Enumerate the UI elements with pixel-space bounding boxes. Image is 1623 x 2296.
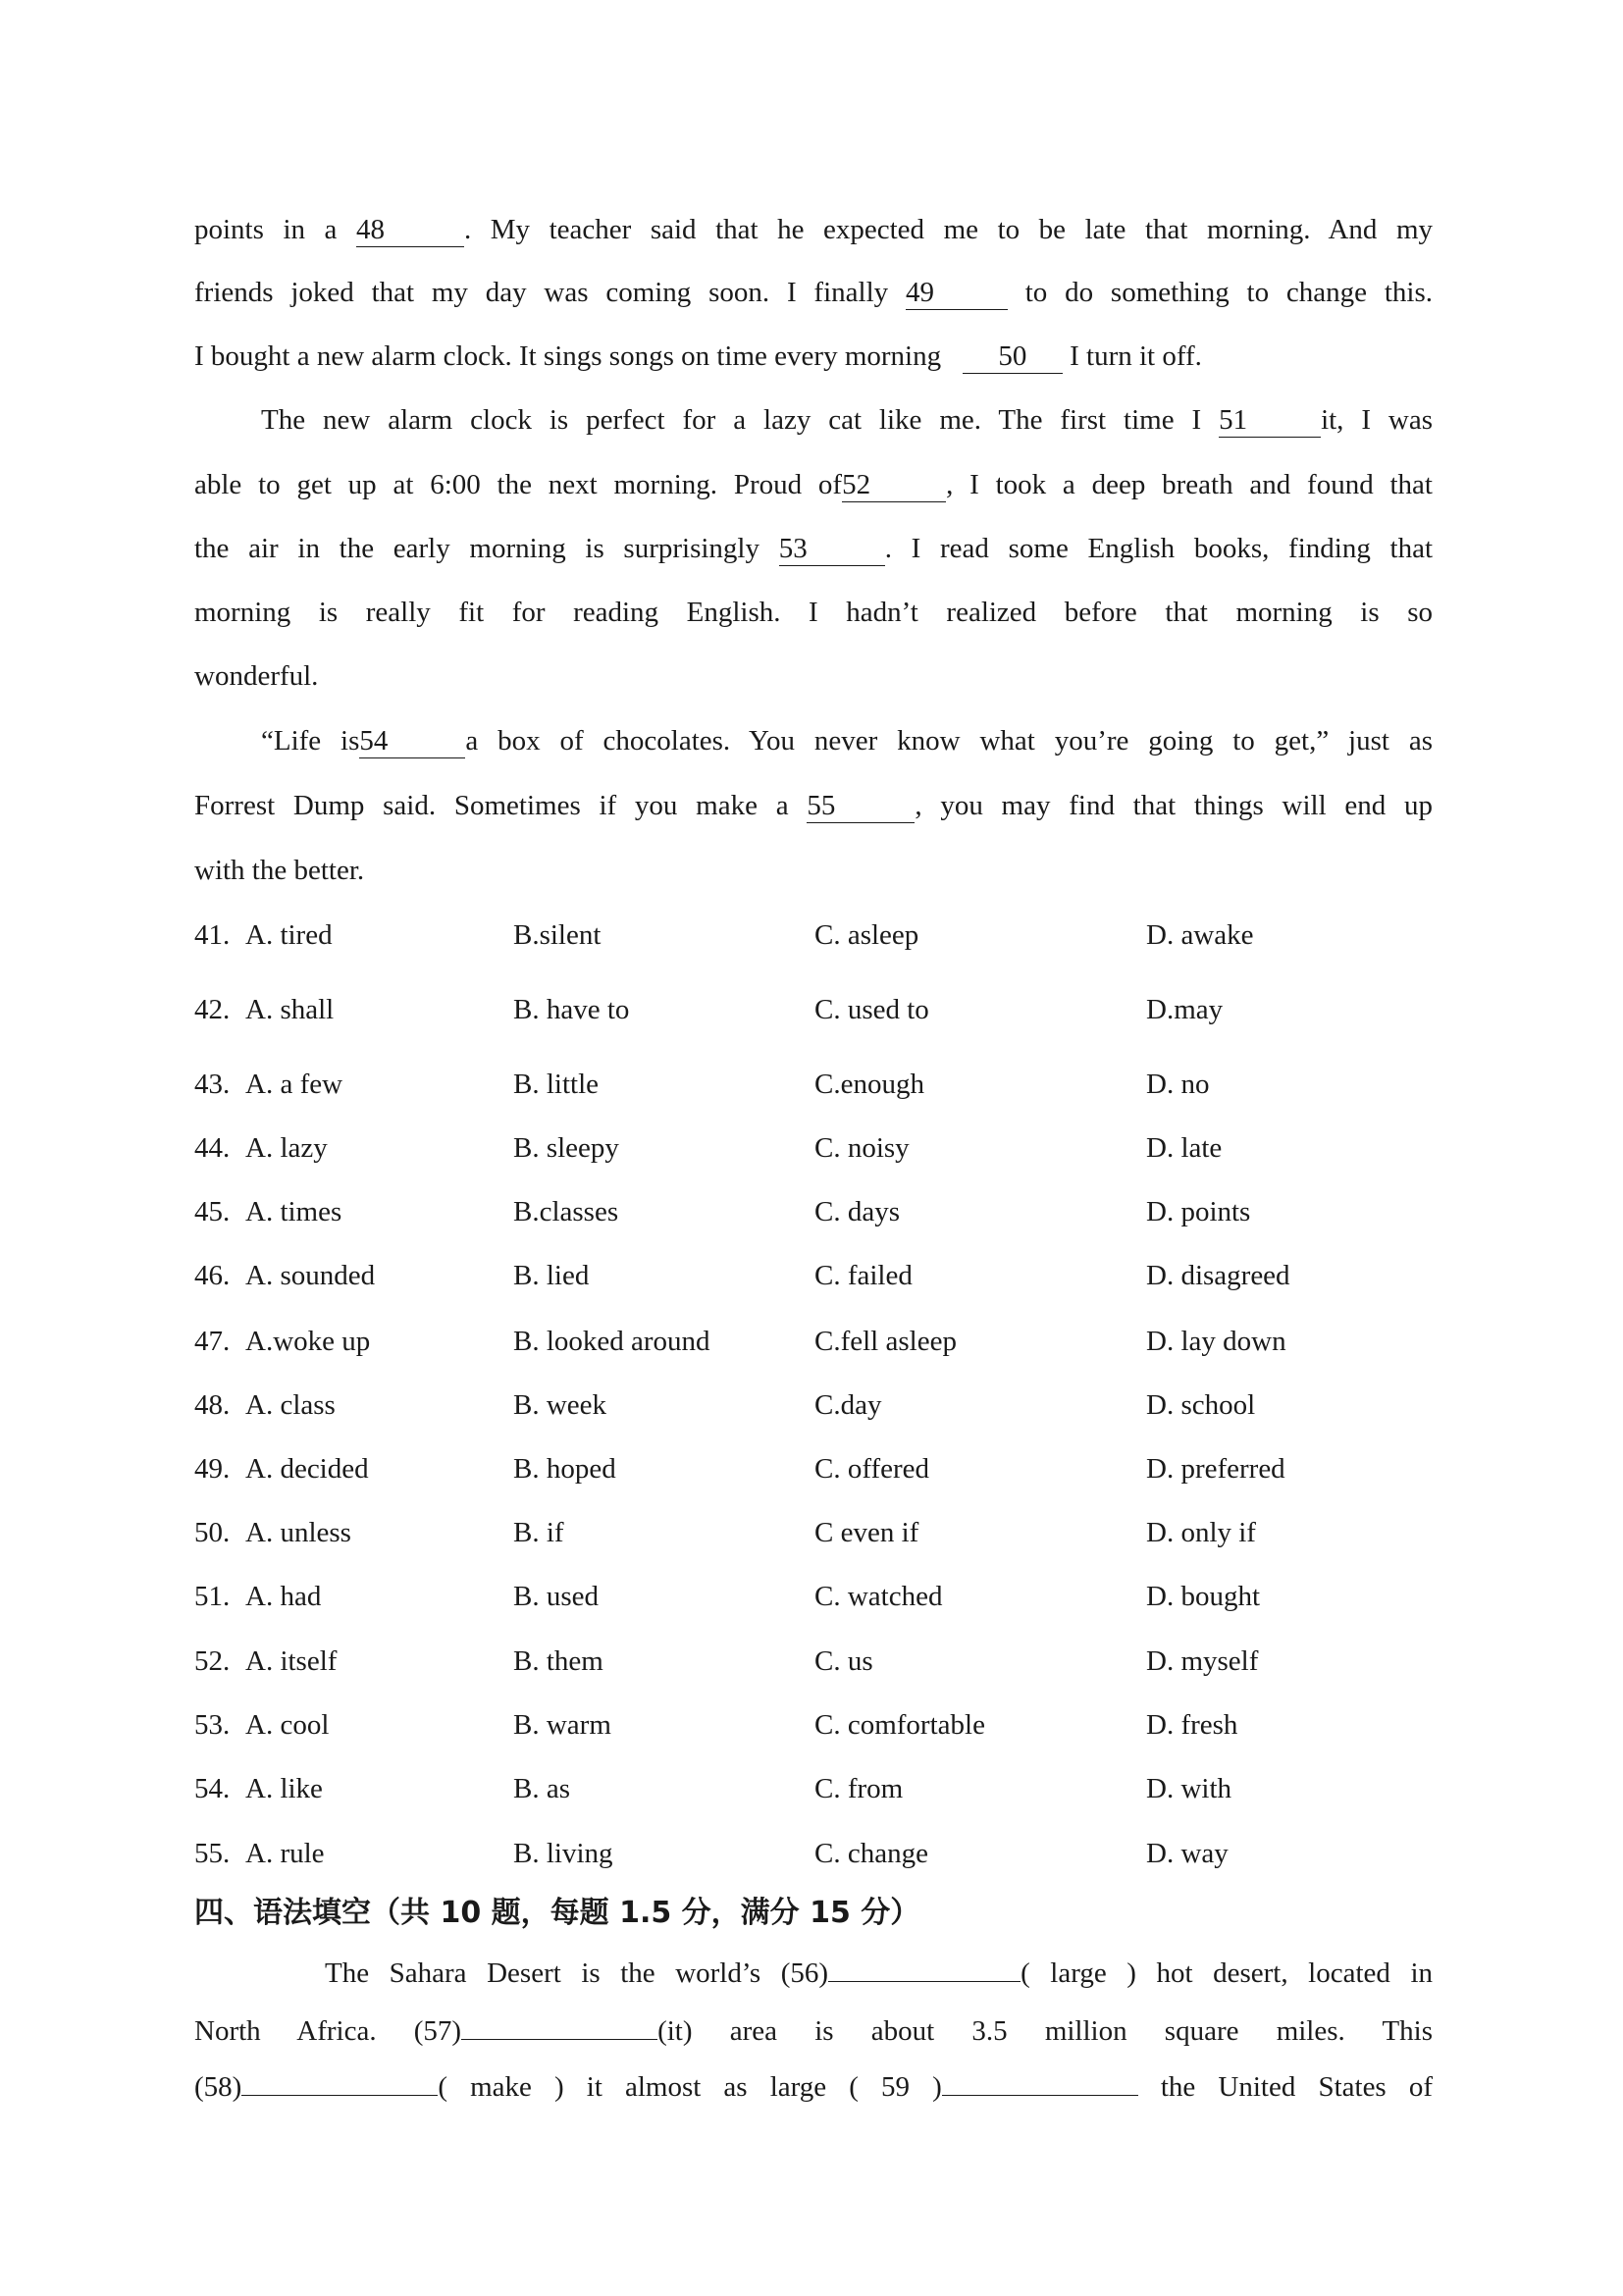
grammar-text: ( large ) hot desert, located in: [1021, 1957, 1433, 1989]
cloze-blank-48: 48: [356, 213, 464, 247]
option-c[interactable]: C. comfortable: [814, 1709, 985, 1741]
option-d[interactable]: D. lay down: [1146, 1326, 1286, 1357]
option-a[interactable]: A. had: [245, 1581, 322, 1612]
question-number: 50.: [194, 1517, 231, 1548]
question-row: [194, 1385, 1433, 1425]
passage-text: it, I was: [1321, 404, 1434, 436]
option-b[interactable]: B. hoped: [513, 1453, 616, 1485]
passage-text: . I read some English books, finding that: [884, 533, 1433, 564]
passage-text: I turn it off.: [1070, 340, 1202, 372]
option-b[interactable]: B. if: [513, 1517, 564, 1548]
passage-text: , you may find that things will end up: [915, 790, 1434, 821]
grammar-text: the United States of: [1160, 2071, 1433, 2103]
question-number: 45.: [194, 1196, 231, 1227]
option-b[interactable]: B. sleepy: [513, 1132, 619, 1164]
option-b[interactable]: B. as: [513, 1773, 570, 1804]
fill-blank-59[interactable]: [942, 2065, 1138, 2096]
question-row: [194, 1513, 1433, 1552]
option-c[interactable]: C. failed: [814, 1260, 913, 1291]
question-number: 43.: [194, 1069, 231, 1100]
passage-text: , I took a deep breath and found that: [946, 469, 1433, 500]
option-c[interactable]: C. noisy: [814, 1132, 910, 1164]
grammar-line: [194, 2009, 1433, 2051]
passage-line: [194, 210, 1433, 249]
option-d[interactable]: D. only if: [1146, 1517, 1256, 1548]
passage-text: the air in the early morning is surprisingly: [194, 533, 759, 564]
option-c[interactable]: C. days: [814, 1196, 900, 1227]
passage-line: [194, 337, 1433, 376]
grammar-text: The Sahara Desert is the world’s (56): [325, 1957, 829, 1989]
option-c[interactable]: C. asleep: [814, 919, 919, 951]
option-d[interactable]: D. late: [1146, 1132, 1223, 1164]
passage-text: points in a: [194, 214, 338, 245]
section-heading: 四、语法填空（共 10 题，每题 1.5 分，满分 15 分）: [194, 1896, 920, 1930]
option-b[interactable]: B. week: [513, 1389, 607, 1421]
question-number: 46.: [194, 1260, 231, 1291]
option-b[interactable]: B. warm: [513, 1709, 611, 1741]
question-number: 52.: [194, 1645, 231, 1677]
question-number: 41.: [194, 919, 231, 951]
cloze-blank-55: 55: [807, 789, 915, 823]
option-d[interactable]: D. awake: [1146, 919, 1254, 951]
option-c[interactable]: C. watched: [814, 1581, 943, 1612]
option-a[interactable]: A.woke up: [245, 1326, 371, 1357]
option-b[interactable]: B.classes: [513, 1196, 619, 1227]
option-b[interactable]: B. looked around: [513, 1326, 710, 1357]
option-b[interactable]: B. them: [513, 1645, 603, 1677]
option-d[interactable]: D. myself: [1146, 1645, 1259, 1677]
passage-text: Forrest Dump said. Sometimes if you make a: [194, 790, 789, 821]
passage-text: The new alarm clock is perfect for a lazy cat like me. The first time I: [261, 404, 1202, 436]
cloze-blank-49: 49: [906, 276, 1008, 310]
question-row: [194, 1322, 1433, 1361]
question-number: 49.: [194, 1453, 231, 1485]
grammar-text: (it) area is about 3.5 million square miles. This: [657, 2015, 1433, 2047]
question-row: [194, 1128, 1433, 1168]
passage-line: [261, 400, 1433, 440]
option-c[interactable]: C.fell asleep: [814, 1326, 957, 1357]
option-b[interactable]: B. have to: [513, 994, 630, 1025]
cloze-blank-50: 50: [963, 339, 1063, 374]
option-d[interactable]: D. with: [1146, 1773, 1231, 1804]
grammar-line: [325, 1952, 1433, 1993]
passage-text: I bought a new alarm clock. It sings songs on time every morning: [194, 340, 942, 372]
option-b[interactable]: B. living: [513, 1838, 613, 1869]
cloze-blank-51: 51: [1219, 403, 1321, 438]
fill-blank-58[interactable]: [241, 2065, 438, 2096]
passage-line: [194, 786, 1433, 825]
option-d[interactable]: D. bought: [1146, 1581, 1260, 1612]
option-a[interactable]: A. a few: [245, 1069, 343, 1100]
option-c[interactable]: C. change: [814, 1838, 928, 1869]
question-number: 51.: [194, 1581, 231, 1612]
option-a[interactable]: A. cool: [245, 1709, 330, 1741]
option-c[interactable]: C. used to: [814, 994, 929, 1025]
option-d[interactable]: D. fresh: [1146, 1709, 1238, 1741]
option-b[interactable]: B. lied: [513, 1260, 590, 1291]
question-row: [194, 1256, 1433, 1295]
option-d[interactable]: D. no: [1146, 1069, 1210, 1100]
option-c[interactable]: C. offered: [814, 1453, 930, 1485]
option-a[interactable]: A. class: [245, 1389, 336, 1421]
question-row: [194, 1449, 1433, 1488]
grammar-text: (58): [194, 2071, 242, 2103]
option-b[interactable]: B. used: [513, 1581, 599, 1612]
option-b[interactable]: B.silent: [513, 919, 602, 951]
question-number: 44.: [194, 1132, 231, 1164]
option-a[interactable]: A. itself: [245, 1645, 338, 1677]
option-a[interactable]: A. times: [245, 1196, 342, 1227]
question-row: [194, 1834, 1433, 1873]
passage-line: [194, 529, 1433, 568]
passage-line: with the better.: [194, 855, 365, 886]
option-d[interactable]: D. school: [1146, 1389, 1256, 1421]
option-a[interactable]: A. unless: [245, 1517, 351, 1548]
option-d[interactable]: D. points: [1146, 1196, 1251, 1227]
passage-text: a box of chocolates. You never know what you’re going to get,” just as: [465, 725, 1433, 757]
option-d[interactable]: D. way: [1146, 1838, 1229, 1869]
option-d[interactable]: D.may: [1146, 994, 1224, 1025]
fill-blank-57[interactable]: [461, 2009, 657, 2040]
option-a[interactable]: A. tired: [245, 919, 333, 951]
passage-line: morning is really fit for reading English. I hadn’t realized before that morning is so: [194, 597, 1433, 628]
question-row: [194, 1065, 1433, 1104]
cloze-blank-54: 54: [359, 724, 465, 758]
passage-text: able to get up at 6:00 the next morning. Proud of: [194, 469, 843, 500]
option-d[interactable]: D. preferred: [1146, 1453, 1285, 1485]
option-a[interactable]: A. sounded: [245, 1260, 376, 1291]
question-number: 53.: [194, 1709, 231, 1741]
question-number: 47.: [194, 1326, 231, 1357]
question-row: [194, 990, 1433, 1029]
option-a[interactable]: A. lazy: [245, 1132, 328, 1164]
question-number: 42.: [194, 994, 231, 1025]
question-row: [194, 1769, 1433, 1808]
grammar-text: ( make ) it almost as large ( 59 ): [438, 2071, 942, 2103]
option-c[interactable]: C.day: [814, 1389, 882, 1421]
passage-line: [194, 273, 1433, 312]
question-row: [194, 915, 1433, 955]
option-a[interactable]: A. shall: [245, 994, 335, 1025]
option-c[interactable]: C.enough: [814, 1069, 924, 1100]
question-row: [194, 1577, 1433, 1616]
passage-line: wonderful.: [194, 660, 319, 692]
option-a[interactable]: A. like: [245, 1773, 323, 1804]
option-c[interactable]: C. from: [814, 1773, 904, 1804]
grammar-line: [194, 2065, 1433, 2107]
passage-line: [194, 465, 1433, 504]
passage-text: “Life is: [261, 725, 360, 757]
question-number: 48.: [194, 1389, 231, 1421]
passage-text: to do something to change this.: [1024, 277, 1433, 308]
question-number: 54.: [194, 1773, 231, 1804]
question-row: [194, 1642, 1433, 1681]
cloze-blank-53: 53: [779, 532, 885, 566]
grammar-text: North Africa. (57): [194, 2015, 462, 2047]
cloze-blank-52: 52: [842, 468, 946, 502]
question-number: 55.: [194, 1838, 231, 1869]
passage-line: [261, 721, 1433, 760]
option-c[interactable]: C. us: [814, 1645, 873, 1677]
option-c[interactable]: C even if: [814, 1517, 919, 1548]
option-a[interactable]: A. decided: [245, 1453, 369, 1485]
passage-text: . My teacher said that he expected me to be late that morning. And my: [463, 214, 1433, 245]
question-row: [194, 1705, 1433, 1745]
option-b[interactable]: B. little: [513, 1069, 599, 1100]
passage-text: friends joked that my day was coming soon. I finally: [194, 277, 889, 308]
option-d[interactable]: D. disagreed: [1146, 1260, 1290, 1291]
question-row: [194, 1192, 1433, 1231]
fill-blank-56[interactable]: [828, 1952, 1021, 1982]
option-a[interactable]: A. rule: [245, 1838, 325, 1869]
